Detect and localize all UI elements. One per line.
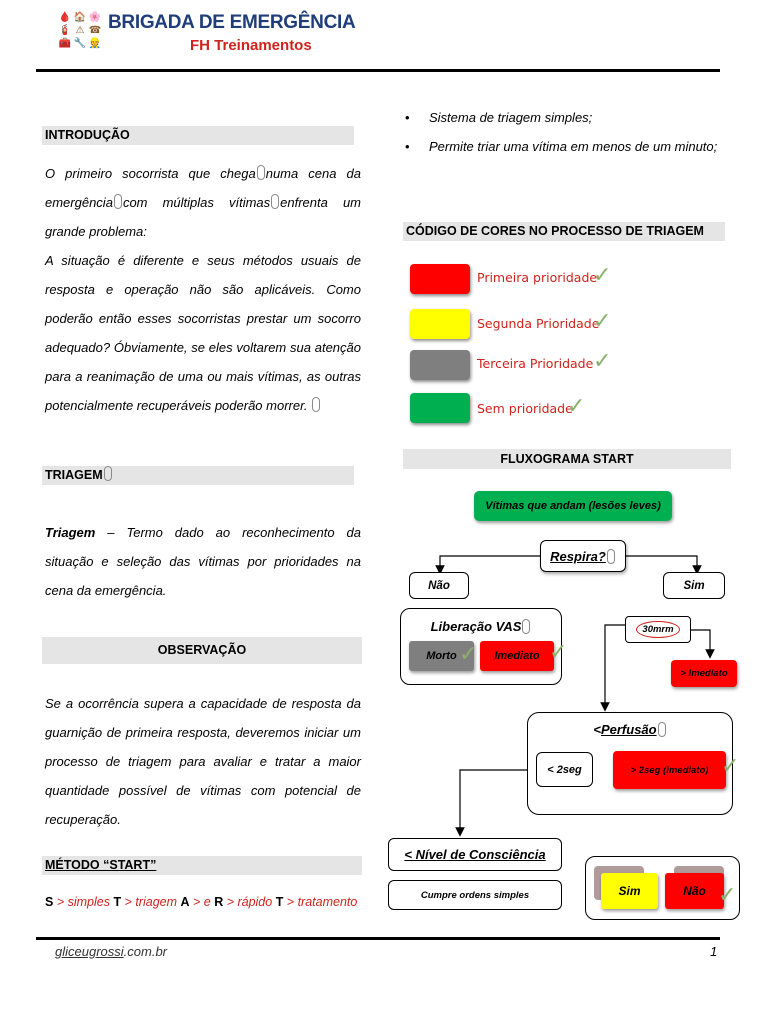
paperclip-icon [607,549,615,564]
flow-morto: Morto [409,641,474,671]
acronym-word: > e [189,895,215,909]
priority-label-3: Terceira Prioridade [477,356,594,371]
brand-subtitle: FH Treinamentos [190,37,312,54]
logo-icon: ⚠ [75,25,85,36]
bullet-text: Permite triar uma vítima em menos de um minuto; [429,139,718,154]
check-icon: ✓ [459,641,478,666]
acronym-letter-t2: T [275,895,284,909]
introducao-text [45,159,361,420]
flow-30mrm [625,616,691,643]
connector-respira-nao [440,556,540,570]
brand-title: BRIGADA DE EMERGÊNCIA [108,12,356,33]
introducao-heading: INTRODUÇÃO [42,126,354,145]
footer-site[interactable] [55,944,167,959]
acronym-letter-t: T [113,895,122,909]
intro-text-part: O primeiro socorrista que chega [45,166,256,181]
footer-site-domain: .com.br [123,944,167,959]
footer-rule [36,937,720,940]
header-rule [36,69,720,72]
acronym-word: > tratamento [283,895,358,909]
flow-gt-2seg: > 2seg (imediato) [613,751,726,789]
flow-nao-red: Não [665,873,724,909]
priority-label-4: Sem prioridade [477,401,573,416]
bullet-icon: • [405,110,410,125]
flow-gt-imediato: > Imediato [671,660,737,687]
paperclip-icon [658,722,666,737]
check-icon: ✓ [718,882,737,907]
bullet-icon: • [405,139,410,154]
fluxograma-heading: FLUXOGRAMA START [403,449,731,469]
logo-icon: 👷 [88,38,102,49]
acronym-letter-r: R [214,895,224,909]
priority-green-box [410,393,470,423]
triagem-definition-text: – Termo dado ao reconhecimento da situação e seleção das vítimas por prioridades na cena da emergência. [45,525,361,598]
flow-respira-text: Respira? [550,548,606,564]
paperclip-icon [114,194,122,209]
logo-icon: 🧰 [58,38,72,49]
logo-icon: ☎ [88,25,102,36]
connector-respira-sim [625,556,697,570]
flow-sim-yellow: Sim [601,873,658,909]
acronym-word: > simples [53,895,114,909]
connector-to-nivel [460,770,536,832]
intro-text-part: numa cena da emergência [45,166,361,210]
metodo-heading [42,856,362,875]
logo-icon: 🏠 [73,12,87,23]
flow-imediato: Imediato [480,641,554,671]
codigo-cores-heading: CÓDIGO DE CORES NO PROCESSO DE TRIAGEM [403,222,725,241]
check-icon: ✓ [593,348,612,373]
flow-perfusao [527,722,733,737]
flow-nivel-text: < Nível de Consciência [404,847,546,862]
logo-icon: 🩸 [58,12,72,23]
brand-logo-icons [58,12,102,50]
acronym-word: > triagem [121,895,181,909]
paperclip-icon [104,466,112,481]
check-icon: ✓ [549,639,568,664]
page-number: 1 [710,944,718,959]
flow-30mrm-text: 30mrm [636,621,679,638]
start-acronym [45,895,370,909]
check-icon: ✓ [721,753,740,778]
logo-icon: 🧯 [58,25,72,36]
footer-site-name[interactable]: gliceugrossi [55,944,124,959]
acronym-letter-a: A [180,895,190,909]
bullet-item [405,132,723,161]
check-icon: ✓ [593,262,612,287]
start-bullet-list [405,103,723,161]
flow-perfusao-lt: < [593,722,601,737]
paperclip-icon [522,619,530,634]
paperclip-icon [271,194,279,209]
priority-gray-box [410,350,470,380]
triagem-heading-text: TRIAGEM [45,468,103,482]
intro-text-part: com múltiplas vítimas [122,195,271,210]
priority-label-2: Segunda Prioridade [477,316,600,331]
flow-nao: Não [409,572,469,599]
bullet-item [405,103,723,132]
flow-sim: Sim [663,572,725,599]
paperclip-icon [312,397,320,412]
flow-perfusao-text: Perfusão [600,722,657,737]
triagem-term: Triagem [45,525,96,540]
priority-yellow-box [410,309,470,339]
metodo-heading-text: MÉTODO “START” [45,858,157,872]
check-icon: ✓ [567,393,586,418]
priority-label-1: Primeira prioridade [477,270,598,285]
flow-nivel-consciencia [388,838,562,871]
flow-liberacao-vas [400,619,562,634]
triagem-heading [42,466,354,485]
priority-red-box [410,264,470,294]
logo-icon: 🔧 [73,38,87,49]
intro-paragraph-2: A situação é diferente e seus métodos usuais de resposta e operação não são aplicáveis. Como poderão então esses socorristas prestar um socorro adequado? Óbviamente, se eles voltarem sua atenção para a reanimação de uma ou mais vítimas, as outras potencialmente recuperáveis poderão morrer. [45,253,361,413]
intro-text-part: enfrenta um grande problema: [45,195,362,239]
triagem-definition [45,518,361,605]
flow-liberacao-vas-text: Liberação VAS [430,619,522,634]
observacao-text: Se a ocorrência supera a capacidade de resposta da guarnição de primeira resposta, deveremos iniciar um processo de triagem para avaliar e tratar a maior quantidade possível de vítimas com potencial de recuperação. [45,696,361,827]
flow-cumpre-ordens: Cumpre ordens simples [388,880,562,910]
acronym-word: > rápido [223,895,276,909]
check-icon: ✓ [593,308,612,333]
connector-mrm-imediato [690,630,710,654]
connector-to-perfusao [605,625,625,707]
acronym-letter-s: S [45,895,54,909]
observacao-heading: OBSERVAÇÃO [42,637,362,664]
logo-icon: 🌸 [88,12,102,23]
flow-lt-2seg: < 2seg [536,752,593,787]
flow-respira [540,540,626,572]
paperclip-icon [257,165,265,180]
bullet-text: Sistema de triagem simples; [429,110,593,125]
flow-vitimas-andam: Vítimas que andam (lesões leves) [474,491,672,521]
